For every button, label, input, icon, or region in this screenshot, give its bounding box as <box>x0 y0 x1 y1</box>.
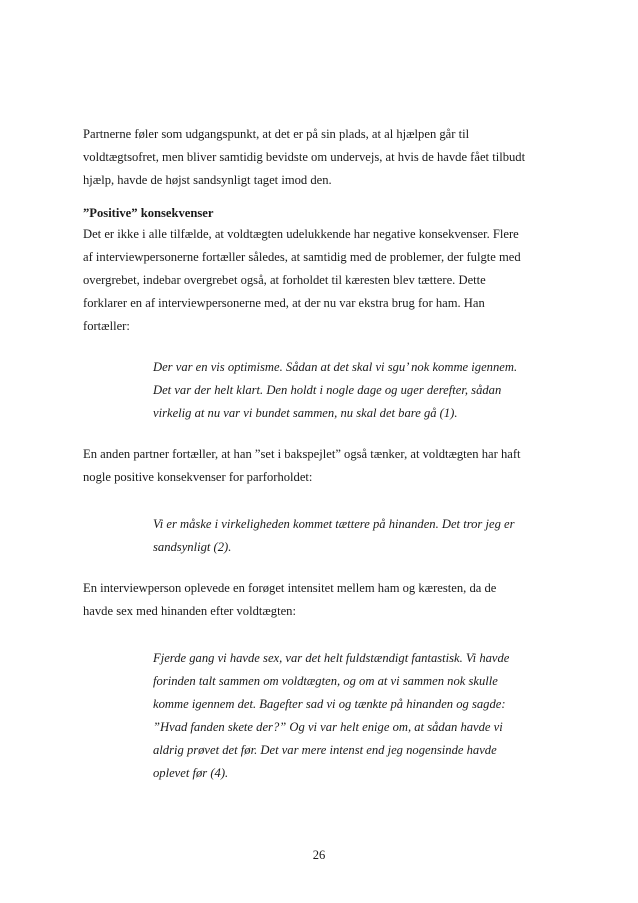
quote-3-line-6: oplevet før (4). <box>153 766 229 780</box>
paragraph-1-line-2: voldtægtsofret, men bliver samtidig bevidste om undervejs, at hvis de havde fået tilbudt <box>83 150 526 164</box>
quote-2-line-1: Vi er måske i virkeligheden kommet tættere på hinanden. Det tror jeg er <box>153 517 515 531</box>
paragraph-1-line-3: hjælp, havde de højst sandsynligt taget imod den. <box>83 173 332 187</box>
paragraph-2-line-5: fortæller: <box>83 319 130 333</box>
page-number: 26 <box>312 848 326 862</box>
paragraph-3-line-2: nogle positive konsekvenser for parforholdet: <box>83 470 313 484</box>
quote-3-line-2: forinden talt sammen om voldtægten, og om at vi sammen nok skulle <box>153 674 498 688</box>
paragraph-2-line-2: af interviewpersonerne fortæller således, at samtidig med de problemer, der fulgte med <box>83 250 521 264</box>
quote-1-line-3: virkelig at nu var vi bundet sammen, nu skal det bare gå (1). <box>153 406 458 420</box>
paragraph-1-line-1: Partnerne føler som udgangspunkt, at det er på sin plads, at al hjælpen går til <box>83 127 470 141</box>
paragraph-2-line-3: overgrebet, indebar overgrebet også, at forholdet til kæresten blev tættere. Dette <box>83 273 486 287</box>
paragraph-3-line-1: En anden partner fortæller, at han ”set i bakspejlet” også tænker, at voldtægten har haft <box>83 447 521 461</box>
quote-1-line-2: Det var der helt klart. Den holdt i nogle dage og uger derefter, sådan <box>153 383 502 397</box>
quote-2-line-2: sandsynligt (2). <box>153 540 232 554</box>
paragraph-2-line-4: forklarer en af interviewpersonerne med, at der nu var ekstra brug for ham. Han <box>83 296 485 310</box>
paragraph-4-line-2: havde sex med hinanden efter voldtægten: <box>83 604 296 618</box>
paragraph-4-line-1: En interviewperson oplevede en forøget intensitet mellem ham og kæresten, da de <box>83 581 497 595</box>
quote-3-line-3: komme igennem det. Bagefter sad vi og tænkte på hinanden og sagde: <box>153 697 506 711</box>
section-heading: ”Positive” konsekvenser <box>83 206 214 220</box>
paragraph-2-line-1: Det er ikke i alle tilfælde, at voldtægten udelukkende har negative konsekvenser. Flere <box>83 227 519 241</box>
quote-3-line-4: ”Hvad fanden skete der?” Og vi var helt enige om, at sådan havde vi <box>153 720 503 734</box>
quote-1-line-1: Der var en vis optimisme. Sådan at det skal vi sgu’ nok komme igennem. <box>153 360 518 374</box>
quote-3-line-5: aldrig prøvet det før. Det var mere intenst end jeg nogensinde havde <box>153 743 497 757</box>
quote-3-line-1: Fjerde gang vi havde sex, var det helt fuldstændigt fantastisk. Vi havde <box>153 651 510 665</box>
